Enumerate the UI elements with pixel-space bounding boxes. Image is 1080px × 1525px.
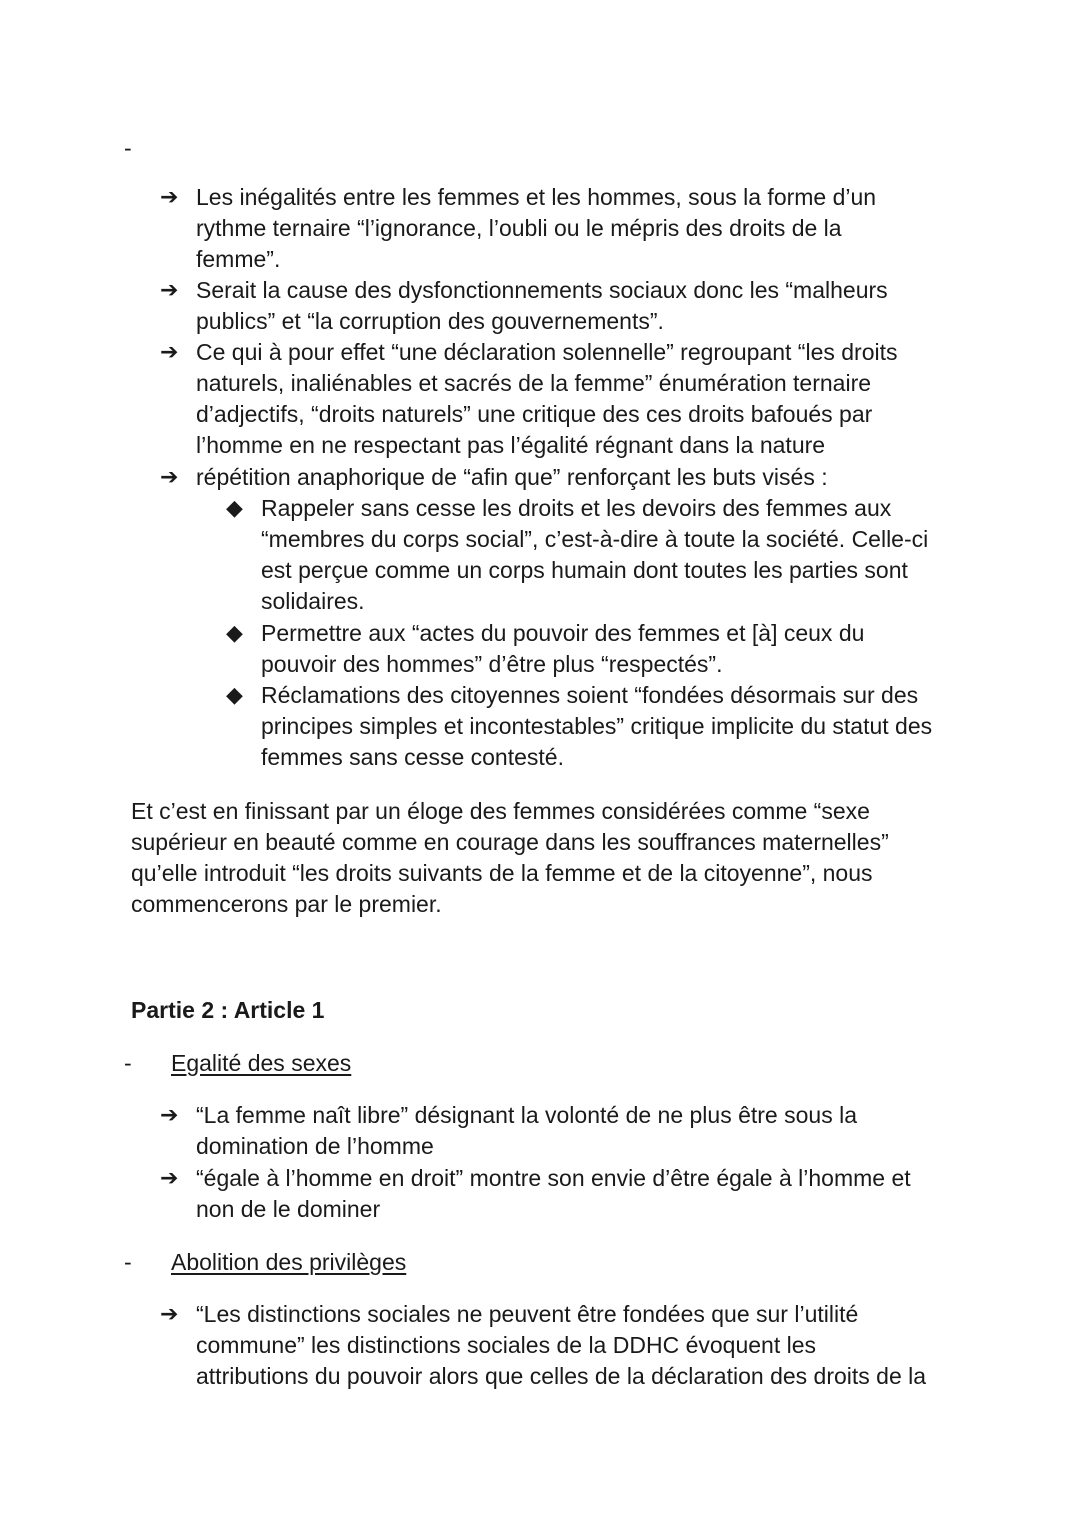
text-line: Rappeler sans cesse les droits et les devoirs des femmes aux [261,495,892,521]
arrow-bullet-icon: ➔ [160,1302,179,1327]
text-line: Permettre aux “actes du pouvoir des femmes et [à] ceux du [261,620,865,646]
text-line: pouvoir des hommes” d’être plus “respectés”. [261,651,723,677]
subsection-title: Egalité des sexes [171,1050,352,1076]
arrow-bullet-icon: ➔ [160,1166,179,1191]
arrow-bullet-icon: ➔ [160,185,179,210]
text-line: femmes sans cesse contesté. [261,744,564,770]
text-line: domination de l’homme [196,1133,434,1159]
text-line: “égale à l’homme en droit” montre son envie d’être égale à l’homme et [196,1165,911,1191]
arrow-bullet-icon: ➔ [160,278,179,303]
diamond-bullet-icon: ◆ [226,621,243,646]
paragraph-line: commencerons par le premier. [131,891,442,917]
list-dash: - [124,1249,132,1275]
text-line: naturels, inaliénables et sacrés de la femme” énumération ternaire [196,370,872,396]
list-dash: - [124,135,132,161]
paragraph-line: supérieur en beauté comme en courage dans les souffrances maternelles” [131,829,889,855]
subsection-title: Abolition des privilèges [171,1249,407,1275]
text-line: principes simples et incontestables” critique implicite du statut des [261,713,933,739]
text-line: commune” les distinctions sociales de la DDHC évoquent les [196,1332,817,1358]
arrow-bullet-icon: ➔ [160,465,179,490]
text-line: l’homme en ne respectant pas l’égalité régnant dans la nature [196,432,826,458]
diamond-bullet-icon: ◆ [226,683,243,708]
text-line: Réclamations des citoyennes soient “fondées désormais sur des [261,682,919,708]
text-line: femme”. [196,246,281,272]
text-line: d’adjectifs, “droits naturels” une critique des ces droits bafoués par [196,401,873,427]
text-line: Serait la cause des dysfonctionnements sociaux donc les “malheurs [196,277,888,303]
text-line: rythme ternaire “l’ignorance, l’oubli ou le mépris des droits de la [196,215,842,241]
text-line: Ce qui à pour effet “une déclaration solennelle” regroupant “les droits [196,339,898,365]
section-heading: Partie 2 : Article 1 [131,997,325,1023]
text-line: solidaires. [261,588,365,614]
text-line: répétition anaphorique de “afin que” renforçant les buts visés : [196,464,828,490]
text-line: attributions du pouvoir alors que celles de la déclaration des droits de la [196,1363,927,1389]
diamond-bullet-icon: ◆ [226,496,243,521]
text-line: “La femme naît libre” désignant la volonté de ne plus être sous la [196,1102,857,1128]
text-line: “membres du corps social”, c’est-à-dire à toute la société. Celle-ci [261,526,929,552]
text-line: est perçue comme un corps humain dont toutes les parties sont [261,557,908,583]
paragraph-line: Et c’est en finissant par un éloge des femmes considérées comme “sexe [131,798,870,824]
arrow-bullet-icon: ➔ [160,1103,179,1128]
text-line: publics” et “la corruption des gouvernements”. [196,308,664,334]
text-line: “Les distinctions sociales ne peuvent être fondées que sur l’utilité [196,1301,859,1327]
text-line: non de le dominer [196,1196,381,1222]
list-dash: - [124,1050,132,1076]
text-line: Les inégalités entre les femmes et les hommes, sous la forme d’un [196,184,877,210]
paragraph-line: qu’elle introduit “les droits suivants de la femme et de la citoyenne”, nous [131,860,873,886]
arrow-bullet-icon: ➔ [160,340,179,365]
